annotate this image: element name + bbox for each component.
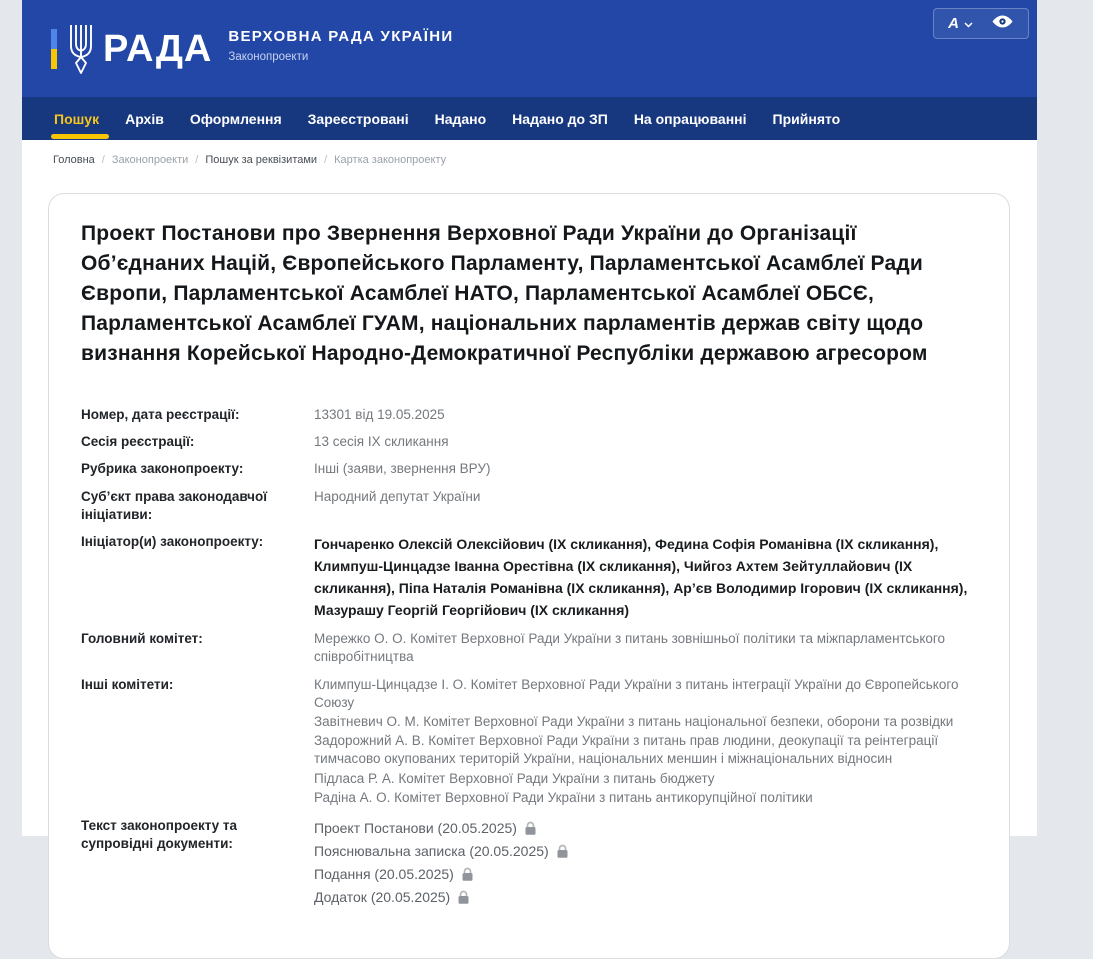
committee-item: Радіна А. О. Комітет Верховної Ради України з питань антикорупційної політики [314,789,813,805]
lock-icon [461,867,474,882]
document-link-explanatory-note[interactable]: Пояснювальна записка (20.05.2025) [314,843,549,860]
main-nav [22,97,1037,140]
document-row [314,817,977,840]
document-link-submission[interactable]: Подання (20.05.2025) [314,866,454,883]
detail-row-session [81,433,977,451]
detail-row-other-committees [81,676,977,809]
nav-item-arkhiv[interactable]: Архів [125,110,164,127]
site-title: ВЕРХОВНА РАДА УКРАЇНИ [228,28,454,45]
detail-row-initiators [81,533,977,621]
breadcrumb [22,140,1037,166]
detail-value: Народний депутат України [314,488,481,504]
detail-row-number-date [81,406,977,424]
detail-label: Текст законопроекту та супровідні документи: [81,818,238,852]
detail-row-subject [81,488,977,524]
breadcrumb-separator: / [324,154,328,166]
eye-icon [991,14,1014,34]
detail-row-main-committee [81,630,977,666]
lock-icon [457,890,470,905]
detail-row-documents [81,817,977,909]
breadcrumb-item-bill-card[interactable]: Картка законопроекту [334,154,447,166]
breadcrumb-item-home[interactable]: Головна [53,154,95,166]
header-controls [933,8,1029,39]
detail-label: Інші комітети: [81,676,174,692]
documents-list [314,817,977,909]
breadcrumb-separator: / [101,154,105,166]
detail-label: Головний комітет: [81,631,203,647]
detail-label: Суб’єкт права законодавчої ініціативи: [81,488,268,522]
breadcrumb-separator: / [195,154,199,166]
other-committees-list [314,676,977,809]
committee-item: Климпуш-Цинцадзе І. О. Комітет Верховної Ради України з питань інтеграції України до Європейського Союзу [314,676,959,710]
flag-blue-segment [51,29,57,49]
document-link-annex[interactable]: Додаток (20.05.2025) [314,889,451,906]
nav-item-oformlennia[interactable]: Оформлення [189,110,282,127]
font-size-dropdown[interactable] [948,15,973,32]
committee-item: Завітневич О. М. Комітет Верховної Ради України з питань національної безпеки, оборони та розвідки [314,713,954,729]
nav-item-poshuk[interactable]: Пошук [54,110,100,127]
detail-value: 13 сесія IX скликання [314,434,449,450]
site-title-block [228,28,453,63]
bill-card [48,193,1010,959]
nav-item-pryiniato[interactable]: Прийнято [772,110,841,127]
site-subtitle: Законопроекти [228,51,309,63]
trident-logo-icon[interactable] [66,22,96,76]
flag-yellow-segment [51,49,57,69]
detail-label: Рубрика законопроекту: [81,461,244,477]
initiators-list: Гончаренко Олексій Олексійович (IX скликання), Федина Софія Романівна (IX скликання), Климпуш-Цинцадзе Іванна Орестівна (IX скликання), Чийгоз Ахтем Зейтуллайович (IX скликання), Піпа Наталія Романівна (IX скликання), Ар’єв Володимир Ігорович (IX скликання), Мазурашу Георгій Георгійович (IX скликання) [314,536,968,619]
site-header [22,0,1037,97]
logo-text[interactable]: РАДА [103,27,213,70]
breadcrumb-item-bills[interactable]: Законопроекти [111,154,189,166]
nav-item-nadano-do-zp[interactable]: Надано до ЗП [512,110,608,127]
nav-item-nadano[interactable]: Надано [434,110,487,127]
lock-icon [556,844,569,859]
contrast-toggle-button[interactable] [991,14,1014,34]
document-link-draft-resolution[interactable]: Проект Постанови (20.05.2025) [314,820,517,837]
nav-item-zareiestrovani[interactable]: Зареєстровані [307,110,409,127]
document-row [314,840,977,863]
committee-item: Підласа Р. А. Комітет Верховної Ради України з питань бюджету [314,770,715,786]
detail-label: Ініціатор(и) законопроекту: [81,534,264,550]
detail-row-rubric [81,460,977,478]
document-row [314,886,977,909]
font-size-label: A [948,15,959,32]
lock-icon [524,821,537,836]
main-committee-value: Мережко О. О. Комітет Верховної Ради України з питань зовнішньої політики та міжпарламентського співробітництва [314,631,946,665]
breadcrumb-item-search[interactable]: Пошук за реквізитами [205,154,318,166]
chevron-down-icon [964,15,973,32]
detail-value: Інші (заяви, звернення ВРУ) [314,461,491,477]
document-row [314,863,977,886]
detail-label: Сесія реєстрації: [81,434,195,450]
detail-label: Номер, дата реєстрації: [81,407,240,422]
ukraine-flag-bar [51,29,57,69]
committee-item: Задорожний А. В. Комітет Верховної Ради України з питань прав людини, деокупації та реінтеграції тимчасово окупованих територій України, національних меншин і міжнаціональних відносин [314,733,939,767]
nav-item-na-opratsiuvanni[interactable]: На опрацюванні [633,110,747,127]
page [22,0,1037,906]
bill-title: Проект Постанови про Звернення Верховної Ради України до Організації Об’єднаних Націй, Європейського Парламенту, Парламентської Асамблеї Ради Європи, Парламентської Асамблеї НАТО, Парламентської Асамблеї ОБСЄ, Парламентської Асамблеї ГУАМ, національних парламентів держав світу щодо визнання Корейської Народно-Демократичної Республіки державою агресором [81,222,928,365]
detail-value: 13301 від 19.05.2025 [314,407,445,422]
